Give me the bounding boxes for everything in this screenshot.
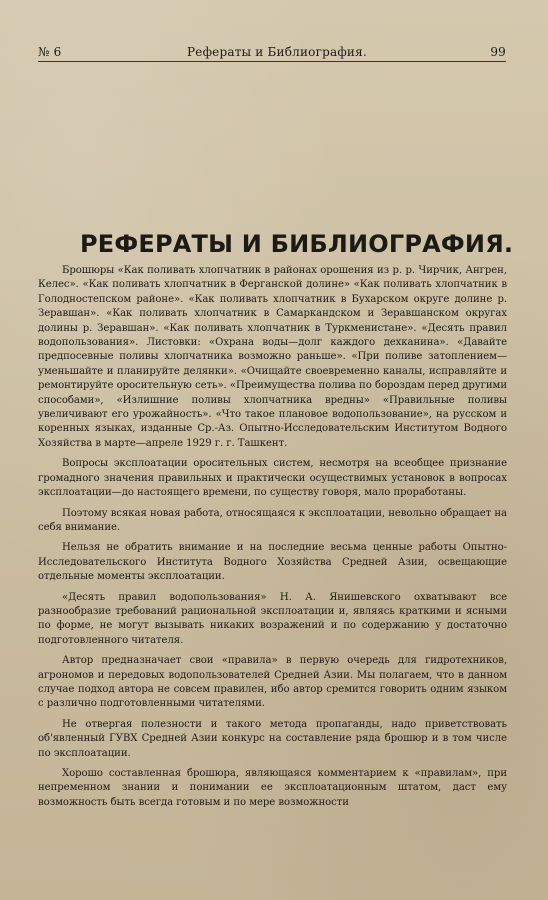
- paragraph-8: Хорошо составленная брошюра, являющаяся комментарием к «правилам», при непременном знании и понимании ее эксплоатационным штатом, даст ему возможность быть всегда готовым и по мере возможности: [38, 768, 507, 808]
- paragraph-6: Автор предназначает свои «правила» в первую очередь для гидротехников, агрономов и передовых водопользователей Средней Азии. Мы полагаем, что в данном случае подход автора не совсем правилен, ибо автор сремится говорить одним языком с различно подготовленными читателями.: [38, 655, 507, 710]
- paragraph-5: «Десять правил водопользования» Н. А. Янишевского охватывают все разнообразие требований рациональной эксплоатации и, являясь краткими и ясными по форме, не могут вызывать никаких возражений и по содержанию у достаточно подготовленного читателя.: [38, 591, 507, 646]
- paragraph-4: Нельзя не обратить внимание и на последние весьма ценные работы Опытно-Исследовательского Института Водного Хозяйства Средней Азии, освещающие отдельные моменты эксплоатации.: [38, 542, 507, 583]
- running-title: Рефераты и Библиография.: [187, 45, 367, 59]
- issue-number: № 6: [38, 45, 62, 59]
- article-title: РЕФЕРАТЫ И БИБЛИОГРАФИЯ.: [80, 230, 514, 258]
- paragraph-2: Вопросы эксплоатации оросительных систем, несмотря на всеобщее признание громадного значения правильных и практически осуществимых установок в вопросах эксплоатации—до настоящего времени, по существу говоря, мало проработаны.: [38, 458, 507, 499]
- header-divider: [38, 61, 506, 62]
- paragraph-1: Брошюры «Как поливать хлопчатник в районах орошения из р. р. Чирчик, Ангрен, Келес». «Как поливать хлопчатник в Ферганской долине» «Как поливать хлопчатник в Голодностепском районе». «Как поливать хлопчатник в Бухарском округе долине р. Зеравшан». «Как поливать хлопчатник в Самаркандском и Зеравшанском округах долины р. Зеравшан». «Как поливать хлопчатник в Туркменистане». «Десять правил водопользования». Листовки: «Охрана воды—долг каждого дехканина». «Давайте предпосевные поливы хлопчатника возможно раньше». «При поливе затоплением—уменьшайте и планируйте делянки». «Очищайте своевременно каналы, исправляйте и ремонтируйте оросительную сеть». «Преимущества полива по бороздам перед другими способами», «Излишние поливы хлопчатника вредны» «Правильные поливы увеличивают его урожайность». «Что такое плановое водопользование», на русском и коренных языках, изданные Ср.-Аз. Опытно-Исследовательским Институтом Водного Хозяйства в марте—апреле 1929 г. г. Ташкент.: [38, 265, 507, 449]
- paragraph-3: Поэтому всякая новая работа, относящаяся к эксплоатации, невольно обращает на себя внимание.: [38, 507, 507, 533]
- article-body: [38, 264, 507, 810]
- paragraph-7: Не отвергая полезности и такого метода пропаганды, надо приветствовать об'явленный ГУВХ Средней Азии конкурс на составление ряда брошюр и в том числе по эксплоатации.: [38, 718, 507, 759]
- page-number: 99: [490, 45, 506, 59]
